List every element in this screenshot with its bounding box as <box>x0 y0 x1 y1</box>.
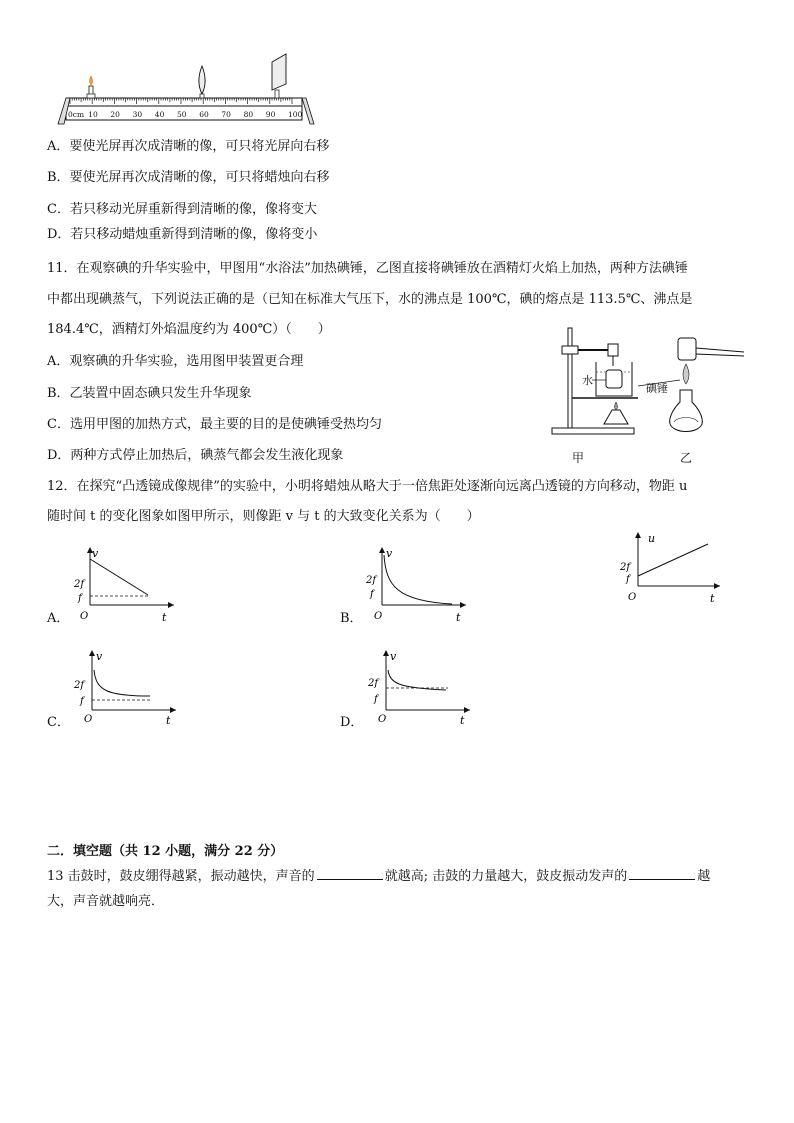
graph-option-c <box>70 648 182 730</box>
svg-text:v: v <box>390 650 397 663</box>
svg-text:f: f <box>374 694 378 705</box>
iodine-hammer-label: 碘锤 <box>646 382 668 395</box>
q13-line1: 13 击鼓时，鼓皮绷得越紧，振动越快，声音的 就越高; 击鼓的力量越大，鼓皮振动发声的 越 <box>47 869 711 884</box>
ruler-label: 80 <box>243 110 254 119</box>
svg-text:v: v <box>96 650 103 663</box>
graph-option-a <box>70 545 180 627</box>
answer-blank-1[interactable] <box>317 867 383 880</box>
q11-stem-line1: 11．在观察碘的升华实验中，甲图用“水浴法”加热碘锤，乙图直接将碘锤放在酒精灯火焰上加热，两种方法碘锤 <box>47 261 688 276</box>
convex-lens-icon <box>199 66 205 98</box>
optical-bench-figure <box>56 52 318 130</box>
svg-text:t: t <box>162 611 167 624</box>
q11-option-a: A．观察碘的升华实验，选用图甲装置更合理 <box>47 354 304 369</box>
q12-option-d-label: D． <box>340 715 364 730</box>
q12-stem-line2: 随时间 t 的变化图象如图甲所示，则像距 v 与 t 的大致变化关系为（ ） <box>47 509 480 524</box>
q10-option-c: C．若只移动光屏重新得到清晰的像，像将变大 <box>47 202 317 217</box>
graph-option-d <box>364 648 476 730</box>
svg-text:f: f <box>370 589 374 600</box>
figure-label-yi: 乙 <box>680 451 693 465</box>
svg-text:O: O <box>84 714 93 725</box>
svg-text:v: v <box>386 547 393 560</box>
figure-label-jia: 甲 <box>572 451 585 465</box>
ruler-label: 70 <box>221 110 231 119</box>
svg-text:2f: 2f <box>368 678 379 689</box>
svg-text:t: t <box>460 714 465 727</box>
svg-text:f: f <box>80 696 84 707</box>
q13-line2: 大，声音就越响亮． <box>47 894 165 909</box>
q12-stem-line1: 12．在探究“凸透镜成像规律”的实验中，小明将蜡烛从略大于一倍焦距处逐渐向远离凸透镜的方向移动，物距 u <box>47 479 688 494</box>
q11-option-d: D．两种方式停止加热后，碘蒸气都会发生液化现象 <box>47 448 344 463</box>
q10-option-d: D．若只移动蜡烛重新得到清晰的像，像将变小 <box>47 227 318 242</box>
graph-u-t <box>614 530 726 610</box>
svg-text:O: O <box>378 714 387 725</box>
q10-option-b: B．要使光屏再次成清晰的像，可只将蜡烛向右移 <box>47 170 330 185</box>
svg-text:2f: 2f <box>620 562 631 573</box>
svg-text:t: t <box>456 611 461 624</box>
svg-text:v: v <box>92 547 99 560</box>
ruler-label: 50 <box>177 110 187 119</box>
ruler-label: 60 <box>199 110 209 119</box>
water-label: 水 <box>582 374 593 387</box>
candle-icon <box>87 76 95 98</box>
ruler-label: 100 <box>288 110 303 119</box>
q11-stem-line2: 中都出现碘蒸气，下列说法正确的是（已知在标准大气压下，水的沸点是 100℃，碘的熔点是 113.5℃、沸点是 <box>47 292 693 307</box>
answer-blank-2[interactable] <box>629 867 695 880</box>
section2-heading: 二．填空题（共 12 小题，满分 22 分） <box>47 844 284 859</box>
svg-text:O: O <box>374 611 383 622</box>
ruler-label: 30 <box>132 110 143 119</box>
svg-text:2f: 2f <box>74 680 85 691</box>
svg-text:2f: 2f <box>366 575 377 586</box>
svg-text:O: O <box>628 592 637 603</box>
ruler-label: 40 <box>154 110 165 119</box>
ruler-label: 0cm <box>68 110 85 119</box>
ruler-label: 20 <box>110 110 120 119</box>
q12-option-a-label: A． <box>47 611 70 626</box>
q10-option-a: A．要使光屏再次成清晰的像，可只将光屏向右移 <box>47 139 330 154</box>
svg-text:f: f <box>78 593 82 604</box>
q11-stem-line3: 184.4℃，酒精灯外焰温度约为 400℃）（ ） <box>47 322 331 337</box>
q11-option-c: C．选用甲图的加热方式，最主要的目的是使碘锤受热均匀 <box>47 417 382 432</box>
svg-text:f: f <box>626 574 630 585</box>
svg-text:O: O <box>80 611 89 622</box>
ruler-label: 10 <box>88 110 98 119</box>
svg-text:t: t <box>710 592 715 605</box>
q12-option-c-label: C． <box>47 715 70 730</box>
graph-option-b <box>362 545 472 627</box>
q11-option-b: B．乙装置中固态碘只发生升华现象 <box>47 386 252 401</box>
svg-text:t: t <box>166 714 171 727</box>
ruler-label: 90 <box>265 110 276 119</box>
iodine-sublimation-figure <box>548 324 748 470</box>
svg-text:u: u <box>648 532 656 545</box>
light-screen-icon <box>272 54 286 98</box>
q12-option-b-label: B． <box>340 611 363 626</box>
svg-text:2f: 2f <box>74 579 85 590</box>
